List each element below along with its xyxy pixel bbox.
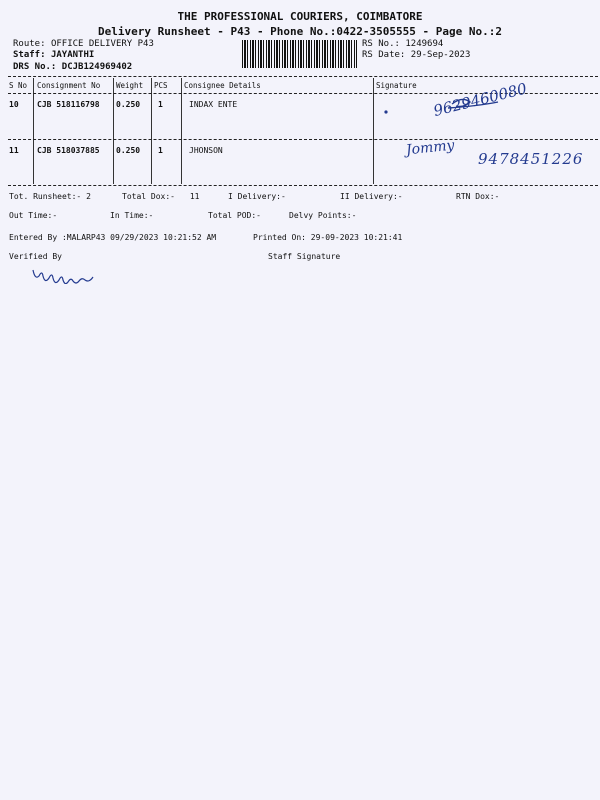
staff-value: JAYANTHI [50,50,95,60]
header-signature: Signature [376,81,417,90]
route-value: OFFICE DELIVERY P43 [50,39,154,49]
row-sno: 10 [9,100,19,109]
handwritten-name-row2: Jommy [405,137,456,159]
printed-on: Printed On: 29-09-2023 10:21:41 [253,233,403,242]
staff-signature: Staff Signature [268,252,341,261]
row-sno: 11 [9,146,19,155]
route-label: Route: [13,39,46,49]
row-weight: 0.250 [116,146,141,155]
staff-line [13,50,94,60]
total-dox-value: 11 [189,192,200,201]
drs-label: DRS No.: [13,62,57,72]
verified-signature [30,262,110,284]
row-weight: 0.250 [116,100,141,109]
rs-date-line [362,50,470,60]
i-delivery: I Delivery:- [228,192,286,201]
delvy-points: Delvy Points:- [289,211,357,220]
rs-date-label: RS Date: [362,50,406,60]
row-consignment: CJB 518116798 [37,100,100,109]
drs-line [13,62,132,72]
rs-no-value: 1249694 [405,39,444,49]
barcode [242,40,357,68]
handwritten-phone-row1: 9629460080 [431,79,529,120]
out-time: Out Time:- [9,211,58,220]
ii-delivery: II Delivery:- [340,192,403,201]
tot-runsheet: Tot. Runsheet:- 2 [9,192,91,201]
runsheet-subtitle: Delivery Runsheet - P43 - Phone No.:0422-3505555 - Page No.:2 [98,25,502,38]
header-consignee: Consignee Details [184,81,261,90]
rs-no-line [362,39,443,49]
row-pcs: 1 [158,146,163,155]
handwritten-phone-row2: 9478451226 [478,150,584,168]
drs-value: DCJB124969402 [61,62,133,72]
row-pcs: 1 [158,100,163,109]
total-dox-label: Total Dox:- [122,192,175,201]
company-title: THE PROFESSIONAL COURIERS, COIMBATORE [177,10,423,23]
route-line [13,39,154,49]
header-sno: S No [9,81,28,90]
rs-date-value: 29-Sep-2023 [410,50,471,60]
header-weight: Weight [116,81,144,90]
entered-by: Entered By :MALARP43 09/29/2023 10:21:52 AM [9,233,217,242]
rtn-dox: RTN Dox:- [456,192,500,201]
header-pcs: PCS [154,81,168,90]
table-bottom-rule [8,185,598,186]
verified-by: Verified By [9,252,62,261]
total-pod: Total POD:- [208,211,261,220]
header-consignment: Consignment No [37,81,101,90]
total-dox [122,192,199,201]
row-consignment: CJB 518037885 [37,146,100,155]
rs-no-label: RS No.: [362,39,400,49]
row-consignee: INDAX ENTE [189,100,238,109]
row-consignee: JHONSON [189,146,223,155]
table-top-rule [8,76,598,77]
in-time: In Time:- [110,211,154,220]
staff-label: Staff: [13,50,46,60]
